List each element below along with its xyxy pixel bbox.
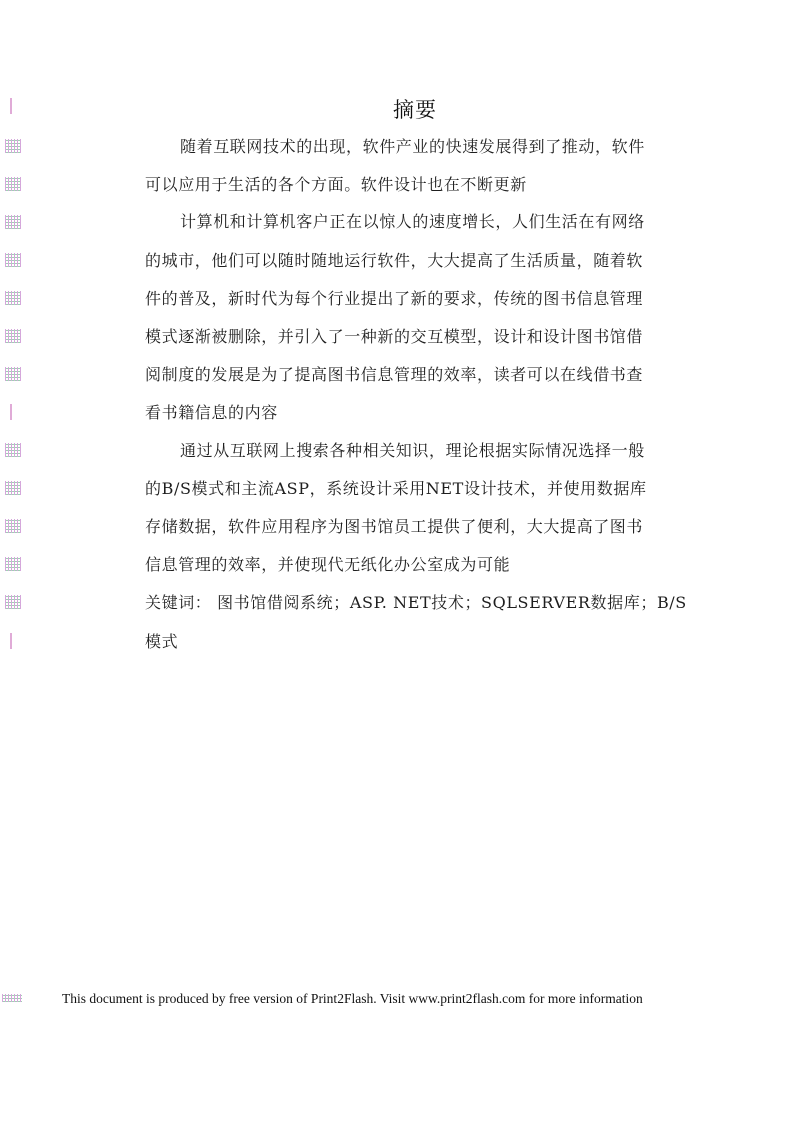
page-title: 摘要 — [393, 98, 437, 122]
footer-notice: This document is produced by free version of Print2Flash. Visit www.print2flash.com for more information — [62, 991, 643, 1006]
margin-artifact — [5, 481, 21, 495]
paragraph-2-line-5: 阅制度的发展是为了提高图书信息管理的效率，读者可以在线借书查 — [145, 365, 644, 384]
margin-artifact — [5, 253, 21, 267]
margin-artifact — [10, 404, 12, 420]
paragraph-3-line-1: 通过从互联网上搜索各种相关知识，理论根据实际情况选择一般 — [180, 441, 645, 460]
margin-artifact — [5, 177, 21, 191]
keywords-line-2: 模式 — [145, 632, 179, 651]
margin-artifact — [5, 595, 21, 609]
paragraph-3-line-4: 信息管理的效率，并使现代无纸化办公室成为可能 — [145, 555, 511, 574]
margin-artifact — [5, 139, 21, 153]
margin-artifact — [2, 994, 22, 1002]
paragraph-2-line-3: 件的普及，新时代为每个行业提出了新的要求，传统的图书信息管理 — [145, 289, 644, 308]
margin-artifact — [5, 329, 21, 343]
paragraph-3-line-3: 存储数据，软件应用程序为图书馆员工提供了便利，大大提高了图书 — [145, 517, 644, 536]
paragraph-2-line-1: 计算机和计算机客户正在以惊人的速度增长，人们生活在有网络 — [180, 212, 645, 231]
margin-artifact — [5, 367, 21, 381]
paragraph-2-line-4: 模式逐渐被删除，并引入了一种新的交互模型，设计和设计图书馆借 — [145, 327, 644, 346]
margin-artifact — [5, 215, 21, 229]
margin-artifact — [5, 291, 21, 305]
margin-artifact — [5, 557, 21, 571]
margin-artifact — [10, 633, 12, 649]
margin-artifact — [10, 98, 12, 114]
margin-artifact — [5, 443, 21, 457]
keywords-line-1: 关键词： 图书馆借阅系统；ASP. NET技术；SQLSERVER数据库；B/S — [145, 593, 687, 612]
paragraph-1-line-1: 随着互联网技术的出现，软件产业的快速发展得到了推动，软件 — [180, 137, 645, 156]
paragraph-3-line-2: 的B/S模式和主流ASP，系统设计采用NET设计技术，并使用数据库 — [145, 479, 647, 498]
paragraph-2-line-2: 的城市，他们可以随时随地运行软件，大大提高了生活质量，随着软 — [145, 251, 644, 270]
margin-artifact — [5, 519, 21, 533]
paragraph-2-line-6: 看书籍信息的内容 — [145, 403, 278, 422]
paragraph-1-line-2: 可以应用于生活的各个方面。软件设计也在不断更新 — [145, 175, 527, 194]
